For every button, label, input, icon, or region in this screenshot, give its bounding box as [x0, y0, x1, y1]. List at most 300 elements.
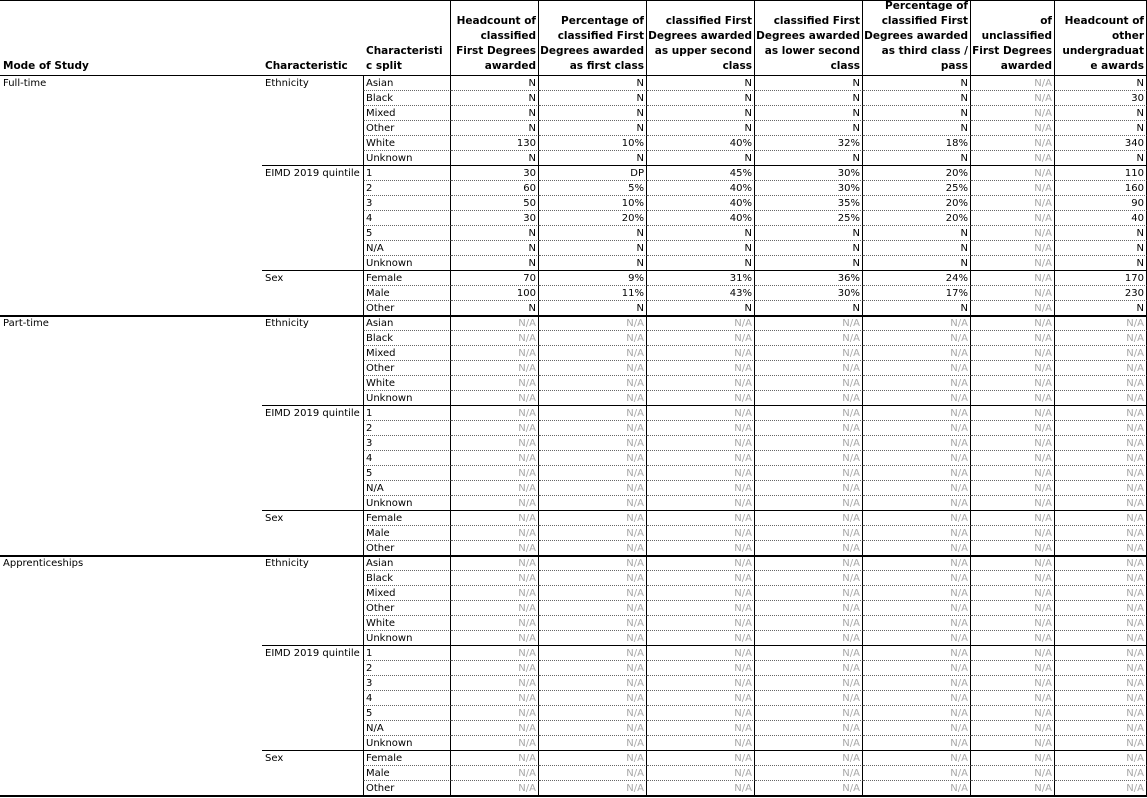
- value-cell[interactable]: N: [647, 241, 755, 256]
- value-cell[interactable]: 11%: [539, 286, 647, 301]
- value-cell[interactable]: N/A: [755, 601, 863, 616]
- characteristic-split-cell[interactable]: Male: [363, 526, 451, 541]
- value-cell[interactable]: N/A: [451, 391, 539, 406]
- value-cell[interactable]: N: [451, 226, 539, 241]
- value-cell[interactable]: N/A: [863, 361, 971, 376]
- value-cell[interactable]: N/A: [863, 631, 971, 646]
- value-cell[interactable]: N/A: [1055, 466, 1147, 481]
- value-cell[interactable]: N/A: [451, 571, 539, 586]
- characteristic-split-cell[interactable]: Mixed: [363, 586, 451, 601]
- value-cell[interactable]: N: [863, 76, 971, 91]
- value-cell[interactable]: N/A: [647, 721, 755, 736]
- value-cell[interactable]: N/A: [755, 331, 863, 346]
- value-cell[interactable]: N/A: [755, 421, 863, 436]
- value-cell[interactable]: N/A: [1055, 451, 1147, 466]
- characteristic-cell[interactable]: Ethnicity: [265, 318, 309, 329]
- value-cell[interactable]: N: [755, 301, 863, 316]
- value-cell[interactable]: N/A: [647, 676, 755, 691]
- value-cell[interactable]: N/A: [755, 766, 863, 781]
- value-cell[interactable]: N/A: [755, 376, 863, 391]
- value-cell[interactable]: N/A: [539, 346, 647, 361]
- value-cell[interactable]: N/A: [971, 571, 1055, 586]
- characteristic-cell[interactable]: Sex: [265, 753, 284, 764]
- characteristic-split-cell[interactable]: 1: [363, 646, 451, 661]
- characteristic-split-cell[interactable]: 4: [363, 211, 451, 226]
- value-cell[interactable]: 340: [1055, 136, 1147, 151]
- characteristic-split-cell[interactable]: Mixed: [363, 106, 451, 121]
- value-cell[interactable]: N: [539, 241, 647, 256]
- value-cell[interactable]: N/A: [539, 706, 647, 721]
- value-cell[interactable]: N/A: [539, 661, 647, 676]
- value-cell[interactable]: N/A: [451, 511, 539, 526]
- value-cell[interactable]: N/A: [863, 466, 971, 481]
- value-cell[interactable]: N/A: [539, 496, 647, 511]
- value-cell[interactable]: N/A: [863, 496, 971, 511]
- value-cell[interactable]: N/A: [647, 466, 755, 481]
- value-cell[interactable]: 18%: [863, 136, 971, 151]
- value-cell[interactable]: N/A: [539, 721, 647, 736]
- value-cell[interactable]: N: [451, 91, 539, 106]
- value-cell[interactable]: N/A: [971, 106, 1055, 121]
- value-cell[interactable]: N/A: [1055, 556, 1147, 571]
- value-cell[interactable]: N: [647, 76, 755, 91]
- value-cell[interactable]: N: [863, 241, 971, 256]
- value-cell[interactable]: N/A: [647, 691, 755, 706]
- value-cell[interactable]: N/A: [647, 541, 755, 556]
- value-cell[interactable]: N/A: [971, 646, 1055, 661]
- value-cell[interactable]: N/A: [863, 421, 971, 436]
- value-cell[interactable]: N/A: [755, 451, 863, 466]
- value-cell[interactable]: N: [647, 151, 755, 166]
- value-cell[interactable]: N/A: [1055, 601, 1147, 616]
- value-cell[interactable]: N/A: [539, 556, 647, 571]
- value-cell[interactable]: N/A: [1055, 391, 1147, 406]
- value-cell[interactable]: N/A: [1055, 496, 1147, 511]
- value-cell[interactable]: N/A: [863, 511, 971, 526]
- value-cell[interactable]: N/A: [1055, 376, 1147, 391]
- value-cell[interactable]: N/A: [863, 646, 971, 661]
- value-cell[interactable]: N/A: [1055, 721, 1147, 736]
- value-cell[interactable]: N: [647, 226, 755, 241]
- value-cell[interactable]: N/A: [863, 721, 971, 736]
- characteristic-split-cell[interactable]: Unknown: [363, 256, 451, 271]
- value-cell[interactable]: N/A: [863, 451, 971, 466]
- value-cell[interactable]: N: [1055, 121, 1147, 136]
- mode-of-study-cell[interactable]: Part-time: [3, 318, 49, 329]
- value-cell[interactable]: N/A: [863, 691, 971, 706]
- value-cell[interactable]: N: [863, 121, 971, 136]
- value-cell[interactable]: N/A: [647, 436, 755, 451]
- value-cell[interactable]: N/A: [863, 661, 971, 676]
- value-cell[interactable]: N/A: [451, 616, 539, 631]
- value-cell[interactable]: N/A: [971, 241, 1055, 256]
- value-cell[interactable]: 5%: [539, 181, 647, 196]
- value-cell[interactable]: N/A: [647, 376, 755, 391]
- value-cell[interactable]: N/A: [451, 646, 539, 661]
- value-cell[interactable]: N/A: [863, 541, 971, 556]
- value-cell[interactable]: N/A: [971, 751, 1055, 766]
- characteristic-split-cell[interactable]: 1: [363, 166, 451, 181]
- characteristic-split-cell[interactable]: Other: [363, 121, 451, 136]
- characteristic-split-cell[interactable]: White: [363, 136, 451, 151]
- value-cell[interactable]: N: [1055, 256, 1147, 271]
- value-cell[interactable]: 36%: [755, 271, 863, 286]
- header-headcount-classified[interactable]: Headcount of classified First Degrees awarded: [451, 1, 539, 76]
- value-cell[interactable]: N/A: [971, 316, 1055, 331]
- value-cell[interactable]: N/A: [971, 586, 1055, 601]
- value-cell[interactable]: N/A: [539, 361, 647, 376]
- value-cell[interactable]: N/A: [539, 376, 647, 391]
- value-cell[interactable]: 30%: [755, 166, 863, 181]
- value-cell[interactable]: N/A: [755, 751, 863, 766]
- value-cell[interactable]: N: [1055, 241, 1147, 256]
- characteristic-cell[interactable]: Ethnicity: [265, 558, 309, 569]
- value-cell[interactable]: N/A: [451, 376, 539, 391]
- value-cell[interactable]: N/A: [971, 481, 1055, 496]
- characteristic-split-cell[interactable]: Other: [363, 601, 451, 616]
- value-cell[interactable]: N/A: [451, 316, 539, 331]
- characteristic-split-cell[interactable]: White: [363, 376, 451, 391]
- value-cell[interactable]: N/A: [647, 616, 755, 631]
- value-cell[interactable]: 40: [1055, 211, 1147, 226]
- value-cell[interactable]: 9%: [539, 271, 647, 286]
- value-cell[interactable]: N/A: [539, 691, 647, 706]
- value-cell[interactable]: N/A: [971, 331, 1055, 346]
- value-cell[interactable]: N/A: [755, 631, 863, 646]
- value-cell[interactable]: N/A: [755, 586, 863, 601]
- value-cell[interactable]: N/A: [539, 586, 647, 601]
- value-cell[interactable]: N/A: [539, 646, 647, 661]
- value-cell[interactable]: N/A: [647, 736, 755, 751]
- value-cell[interactable]: N/A: [755, 541, 863, 556]
- value-cell[interactable]: N/A: [755, 466, 863, 481]
- value-cell[interactable]: N/A: [647, 766, 755, 781]
- characteristic-split-cell[interactable]: N/A: [363, 481, 451, 496]
- value-cell[interactable]: N/A: [539, 676, 647, 691]
- characteristic-split-cell[interactable]: Black: [363, 91, 451, 106]
- value-cell[interactable]: N/A: [863, 376, 971, 391]
- value-cell[interactable]: 25%: [755, 211, 863, 226]
- value-cell[interactable]: N/A: [647, 646, 755, 661]
- value-cell[interactable]: N/A: [863, 436, 971, 451]
- value-cell[interactable]: N/A: [971, 76, 1055, 91]
- value-cell[interactable]: N/A: [1055, 586, 1147, 601]
- value-cell[interactable]: N/A: [863, 601, 971, 616]
- value-cell[interactable]: N: [863, 151, 971, 166]
- value-cell[interactable]: N/A: [863, 766, 971, 781]
- value-cell[interactable]: N/A: [971, 391, 1055, 406]
- value-cell[interactable]: N/A: [451, 331, 539, 346]
- value-cell[interactable]: 31%: [647, 271, 755, 286]
- header-other-undergraduate[interactable]: Headcount of other undergraduat e awards: [1055, 1, 1147, 76]
- value-cell[interactable]: N/A: [539, 451, 647, 466]
- value-cell[interactable]: 40%: [647, 136, 755, 151]
- characteristic-split-cell[interactable]: Female: [363, 751, 451, 766]
- value-cell[interactable]: N/A: [755, 391, 863, 406]
- value-cell[interactable]: 40%: [647, 181, 755, 196]
- value-cell[interactable]: N: [539, 76, 647, 91]
- value-cell[interactable]: N: [539, 106, 647, 121]
- value-cell[interactable]: N/A: [1055, 481, 1147, 496]
- value-cell[interactable]: N: [451, 241, 539, 256]
- value-cell[interactable]: N/A: [1055, 616, 1147, 631]
- value-cell[interactable]: 20%: [863, 196, 971, 211]
- value-cell[interactable]: N/A: [451, 586, 539, 601]
- value-cell[interactable]: N/A: [1055, 646, 1147, 661]
- value-cell[interactable]: N/A: [451, 496, 539, 511]
- value-cell[interactable]: N/A: [539, 421, 647, 436]
- value-cell[interactable]: N: [755, 106, 863, 121]
- value-cell[interactable]: N/A: [971, 781, 1055, 796]
- value-cell[interactable]: N/A: [539, 766, 647, 781]
- value-cell[interactable]: N/A: [971, 256, 1055, 271]
- value-cell[interactable]: N/A: [755, 616, 863, 631]
- value-cell[interactable]: N/A: [755, 436, 863, 451]
- characteristic-split-cell[interactable]: Other: [363, 541, 451, 556]
- value-cell[interactable]: N: [755, 76, 863, 91]
- value-cell[interactable]: 24%: [863, 271, 971, 286]
- characteristic-split-cell[interactable]: 5: [363, 466, 451, 481]
- value-cell[interactable]: N: [755, 91, 863, 106]
- value-cell[interactable]: N/A: [1055, 766, 1147, 781]
- characteristic-split-cell[interactable]: 2: [363, 421, 451, 436]
- value-cell[interactable]: N: [451, 76, 539, 91]
- header-pct-first-class[interactable]: Percentage of classified First Degrees awarded as first class: [539, 1, 647, 76]
- value-cell[interactable]: N/A: [863, 406, 971, 421]
- value-cell[interactable]: N/A: [647, 331, 755, 346]
- value-cell[interactable]: N/A: [451, 706, 539, 721]
- value-cell[interactable]: N/A: [647, 316, 755, 331]
- value-cell[interactable]: N/A: [971, 661, 1055, 676]
- value-cell[interactable]: N/A: [863, 571, 971, 586]
- value-cell[interactable]: N: [1055, 151, 1147, 166]
- value-cell[interactable]: N/A: [539, 391, 647, 406]
- value-cell[interactable]: 110: [1055, 166, 1147, 181]
- value-cell[interactable]: N/A: [451, 361, 539, 376]
- value-cell[interactable]: N/A: [755, 361, 863, 376]
- value-cell[interactable]: N/A: [647, 391, 755, 406]
- header-mode-of-study[interactable]: Mode of Study: [3, 60, 89, 72]
- value-cell[interactable]: N/A: [863, 331, 971, 346]
- value-cell[interactable]: N/A: [971, 541, 1055, 556]
- value-cell[interactable]: N/A: [863, 616, 971, 631]
- value-cell[interactable]: N/A: [755, 481, 863, 496]
- characteristic-split-cell[interactable]: Other: [363, 301, 451, 316]
- value-cell[interactable]: N/A: [971, 136, 1055, 151]
- value-cell[interactable]: N: [451, 256, 539, 271]
- value-cell[interactable]: N/A: [451, 481, 539, 496]
- value-cell[interactable]: 10%: [539, 196, 647, 211]
- value-cell[interactable]: N/A: [971, 301, 1055, 316]
- value-cell[interactable]: N/A: [755, 691, 863, 706]
- value-cell[interactable]: N/A: [1055, 331, 1147, 346]
- value-cell[interactable]: N: [1055, 226, 1147, 241]
- value-cell[interactable]: N/A: [647, 661, 755, 676]
- value-cell[interactable]: N: [647, 106, 755, 121]
- value-cell[interactable]: N/A: [971, 526, 1055, 541]
- value-cell[interactable]: N: [863, 106, 971, 121]
- value-cell[interactable]: N/A: [755, 721, 863, 736]
- value-cell[interactable]: N/A: [1055, 571, 1147, 586]
- value-cell[interactable]: N/A: [1055, 406, 1147, 421]
- value-cell[interactable]: N/A: [971, 151, 1055, 166]
- value-cell[interactable]: N/A: [755, 406, 863, 421]
- characteristic-split-cell[interactable]: White: [363, 616, 451, 631]
- value-cell[interactable]: N: [451, 151, 539, 166]
- value-cell[interactable]: N/A: [971, 211, 1055, 226]
- value-cell[interactable]: N: [755, 226, 863, 241]
- characteristic-split-cell[interactable]: 3: [363, 196, 451, 211]
- value-cell[interactable]: N: [1055, 106, 1147, 121]
- value-cell[interactable]: N: [647, 121, 755, 136]
- characteristic-split-cell[interactable]: Mixed: [363, 346, 451, 361]
- characteristic-split-cell[interactable]: Unknown: [363, 631, 451, 646]
- value-cell[interactable]: N: [755, 241, 863, 256]
- value-cell[interactable]: N/A: [647, 706, 755, 721]
- value-cell[interactable]: N/A: [755, 556, 863, 571]
- value-cell[interactable]: N/A: [971, 676, 1055, 691]
- value-cell[interactable]: N: [647, 91, 755, 106]
- value-cell[interactable]: N/A: [1055, 511, 1147, 526]
- value-cell[interactable]: 30: [1055, 91, 1147, 106]
- header-characteristic[interactable]: Characteristic: [265, 60, 348, 72]
- value-cell[interactable]: N/A: [1055, 436, 1147, 451]
- value-cell[interactable]: N: [539, 256, 647, 271]
- value-cell[interactable]: N/A: [971, 346, 1055, 361]
- value-cell[interactable]: N/A: [539, 781, 647, 796]
- characteristic-split-cell[interactable]: 3: [363, 676, 451, 691]
- value-cell[interactable]: N/A: [863, 706, 971, 721]
- value-cell[interactable]: N/A: [863, 751, 971, 766]
- value-cell[interactable]: 10%: [539, 136, 647, 151]
- characteristic-split-cell[interactable]: Black: [363, 331, 451, 346]
- value-cell[interactable]: N/A: [971, 196, 1055, 211]
- value-cell[interactable]: N/A: [1055, 421, 1147, 436]
- value-cell[interactable]: N/A: [755, 646, 863, 661]
- value-cell[interactable]: N: [539, 91, 647, 106]
- value-cell[interactable]: N/A: [1055, 346, 1147, 361]
- value-cell[interactable]: N/A: [863, 586, 971, 601]
- value-cell[interactable]: N: [539, 151, 647, 166]
- value-cell[interactable]: N/A: [863, 781, 971, 796]
- value-cell[interactable]: N/A: [971, 766, 1055, 781]
- value-cell[interactable]: N/A: [971, 166, 1055, 181]
- value-cell[interactable]: N/A: [539, 511, 647, 526]
- value-cell[interactable]: 35%: [755, 196, 863, 211]
- value-cell[interactable]: 100: [451, 286, 539, 301]
- value-cell[interactable]: N/A: [647, 571, 755, 586]
- value-cell[interactable]: N/A: [1055, 361, 1147, 376]
- value-cell[interactable]: 30: [451, 211, 539, 226]
- value-cell[interactable]: N/A: [971, 271, 1055, 286]
- value-cell[interactable]: N/A: [451, 406, 539, 421]
- value-cell[interactable]: N/A: [1055, 736, 1147, 751]
- value-cell[interactable]: N/A: [451, 556, 539, 571]
- value-cell[interactable]: N/A: [755, 571, 863, 586]
- value-cell[interactable]: N/A: [971, 121, 1055, 136]
- value-cell[interactable]: N/A: [451, 631, 539, 646]
- value-cell[interactable]: N/A: [755, 526, 863, 541]
- value-cell[interactable]: N/A: [647, 586, 755, 601]
- value-cell[interactable]: N/A: [971, 361, 1055, 376]
- characteristic-split-cell[interactable]: Other: [363, 781, 451, 796]
- value-cell[interactable]: N/A: [647, 346, 755, 361]
- value-cell[interactable]: 30%: [755, 181, 863, 196]
- value-cell[interactable]: N/A: [647, 421, 755, 436]
- characteristic-split-cell[interactable]: Black: [363, 571, 451, 586]
- value-cell[interactable]: 60: [451, 181, 539, 196]
- value-cell[interactable]: 130: [451, 136, 539, 151]
- value-cell[interactable]: N/A: [539, 481, 647, 496]
- characteristic-split-cell[interactable]: Asian: [363, 76, 451, 91]
- value-cell[interactable]: N/A: [539, 751, 647, 766]
- characteristic-split-cell[interactable]: N/A: [363, 241, 451, 256]
- characteristic-split-cell[interactable]: Female: [363, 511, 451, 526]
- value-cell[interactable]: N: [1055, 301, 1147, 316]
- characteristic-split-cell[interactable]: Male: [363, 286, 451, 301]
- value-cell[interactable]: 20%: [539, 211, 647, 226]
- value-cell[interactable]: DP: [539, 166, 647, 181]
- value-cell[interactable]: 50: [451, 196, 539, 211]
- header-unclassified[interactable]: of unclassified First Degrees awarded: [971, 1, 1055, 76]
- value-cell[interactable]: N/A: [539, 736, 647, 751]
- value-cell[interactable]: N/A: [971, 736, 1055, 751]
- value-cell[interactable]: N: [647, 256, 755, 271]
- value-cell[interactable]: N/A: [539, 436, 647, 451]
- value-cell[interactable]: N/A: [539, 601, 647, 616]
- value-cell[interactable]: N/A: [971, 616, 1055, 631]
- value-cell[interactable]: N/A: [451, 721, 539, 736]
- value-cell[interactable]: N: [863, 301, 971, 316]
- value-cell[interactable]: 25%: [863, 181, 971, 196]
- value-cell[interactable]: N/A: [971, 466, 1055, 481]
- value-cell[interactable]: N: [539, 121, 647, 136]
- value-cell[interactable]: N: [451, 301, 539, 316]
- value-cell[interactable]: 70: [451, 271, 539, 286]
- value-cell[interactable]: 40%: [647, 211, 755, 226]
- value-cell[interactable]: N/A: [647, 361, 755, 376]
- value-cell[interactable]: 90: [1055, 196, 1147, 211]
- value-cell[interactable]: N/A: [539, 466, 647, 481]
- characteristic-split-cell[interactable]: Unknown: [363, 151, 451, 166]
- value-cell[interactable]: N/A: [863, 391, 971, 406]
- value-cell[interactable]: N/A: [451, 691, 539, 706]
- value-cell[interactable]: N/A: [539, 616, 647, 631]
- characteristic-cell[interactable]: EIMD 2019 quintile: [265, 408, 360, 419]
- value-cell[interactable]: N/A: [1055, 541, 1147, 556]
- value-cell[interactable]: N/A: [451, 526, 539, 541]
- value-cell[interactable]: N/A: [647, 601, 755, 616]
- value-cell[interactable]: N/A: [647, 496, 755, 511]
- value-cell[interactable]: N/A: [451, 751, 539, 766]
- value-cell[interactable]: N: [755, 256, 863, 271]
- mode-of-study-cell[interactable]: Apprenticeships: [3, 558, 84, 569]
- value-cell[interactable]: N/A: [1055, 316, 1147, 331]
- value-cell[interactable]: N/A: [539, 526, 647, 541]
- value-cell[interactable]: N/A: [1055, 751, 1147, 766]
- value-cell[interactable]: N: [863, 256, 971, 271]
- characteristic-cell[interactable]: Sex: [265, 273, 284, 284]
- characteristic-split-cell[interactable]: 5: [363, 706, 451, 721]
- value-cell[interactable]: N: [647, 301, 755, 316]
- value-cell[interactable]: N/A: [971, 691, 1055, 706]
- value-cell[interactable]: N: [863, 91, 971, 106]
- value-cell[interactable]: N/A: [451, 676, 539, 691]
- value-cell[interactable]: N/A: [971, 511, 1055, 526]
- value-cell[interactable]: N/A: [971, 631, 1055, 646]
- value-cell[interactable]: N/A: [451, 466, 539, 481]
- value-cell[interactable]: N: [539, 226, 647, 241]
